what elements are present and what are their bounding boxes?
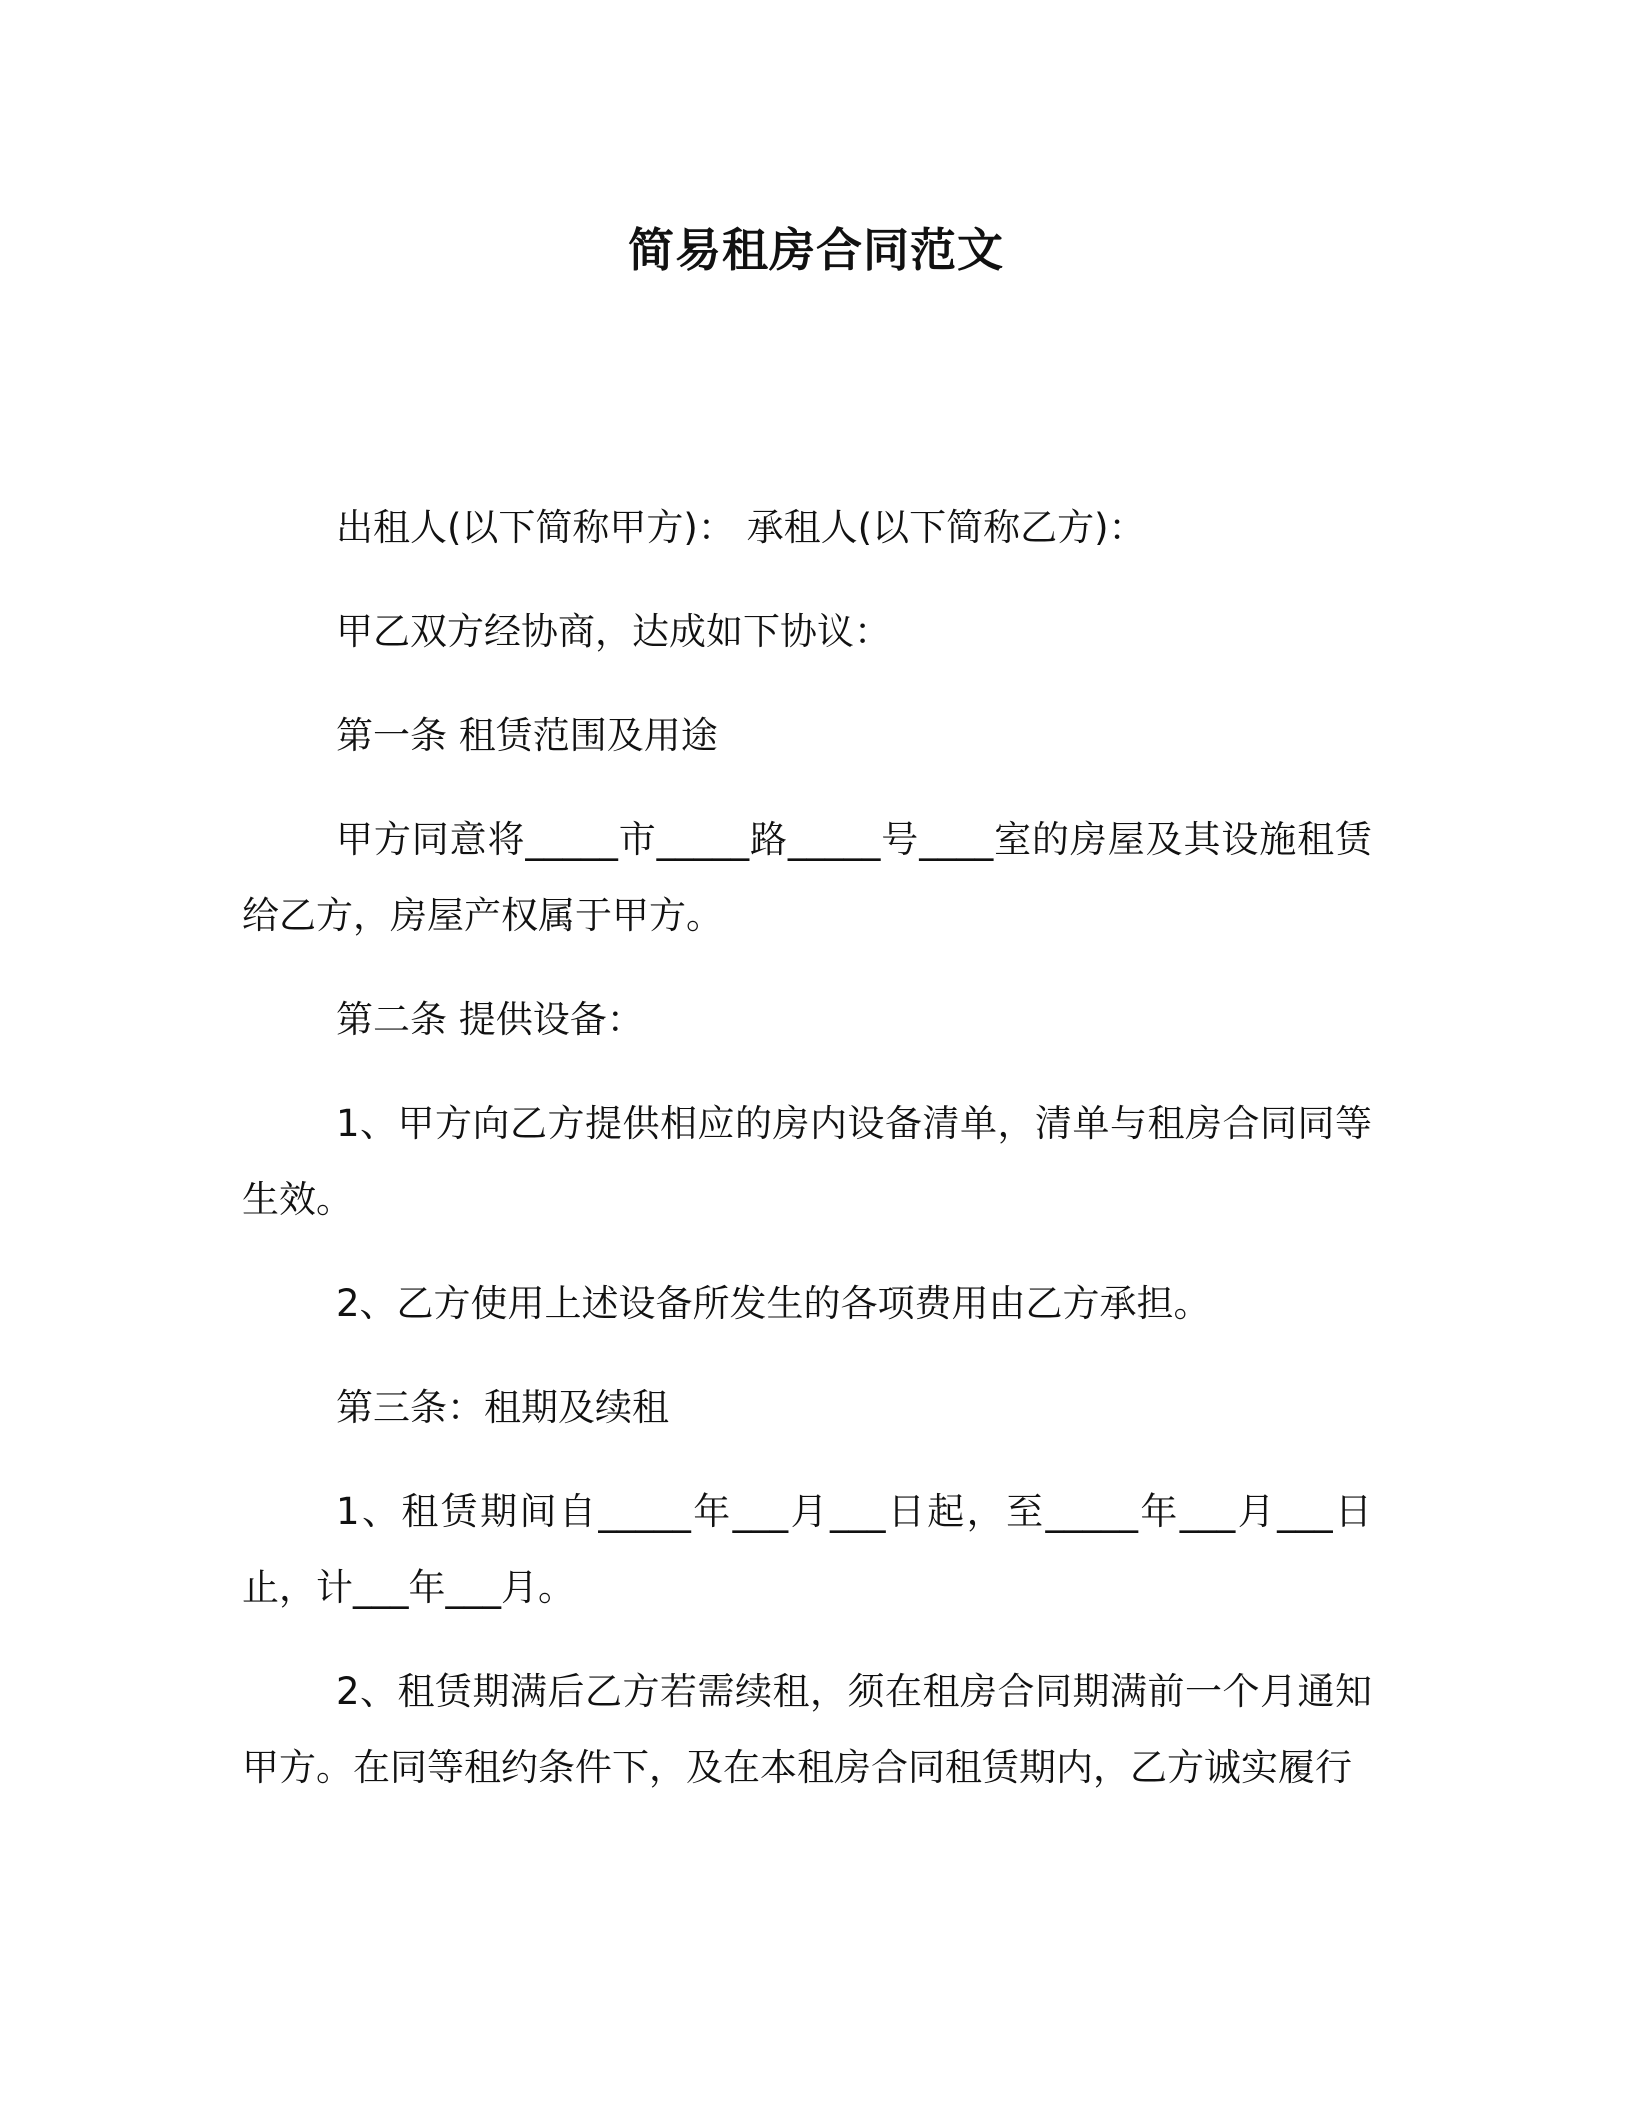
article-2-item-1: 1、甲方向乙方提供相应的房内设备清单，清单与租房合同同等生效。 xyxy=(242,1102,1372,1221)
article-3-item-1: 1、租赁期间自_____年___月___日起，至_____年___月___日止，计___年___月。 xyxy=(242,1490,1372,1609)
article-2-heading: 第二条 提供设备： xyxy=(336,998,644,1041)
article-3-heading: 第三条：租期及续租 xyxy=(336,1386,669,1429)
article-1-text: 甲方同意将_____市_____路_____号____室的房屋及其设施租赁给乙方，房屋产权属于甲方。 xyxy=(242,818,1372,937)
article-1-heading: 第一条 租赁范围及用途 xyxy=(336,714,718,757)
article-2-item-2: 2、乙方使用上述设备所发生的各项费用由乙方承担。 xyxy=(336,1282,1211,1325)
document-body xyxy=(242,490,1372,1834)
document-title: 简易租房合同范文 xyxy=(628,223,1004,277)
paragraph-parties: 出租人(以下简称甲方)： 承租人(以下简称乙方)： xyxy=(336,506,1146,549)
article-3-item-2: 2、租赁期满后乙方若需续租，须在租房合同期满前一个月通知甲方。在同等租约条件下，及在本租房合同租赁期内，乙方诚实履行 xyxy=(242,1670,1372,1789)
paragraph-agreement-intro: 甲乙双方经协商，达成如下协议： xyxy=(336,610,891,653)
